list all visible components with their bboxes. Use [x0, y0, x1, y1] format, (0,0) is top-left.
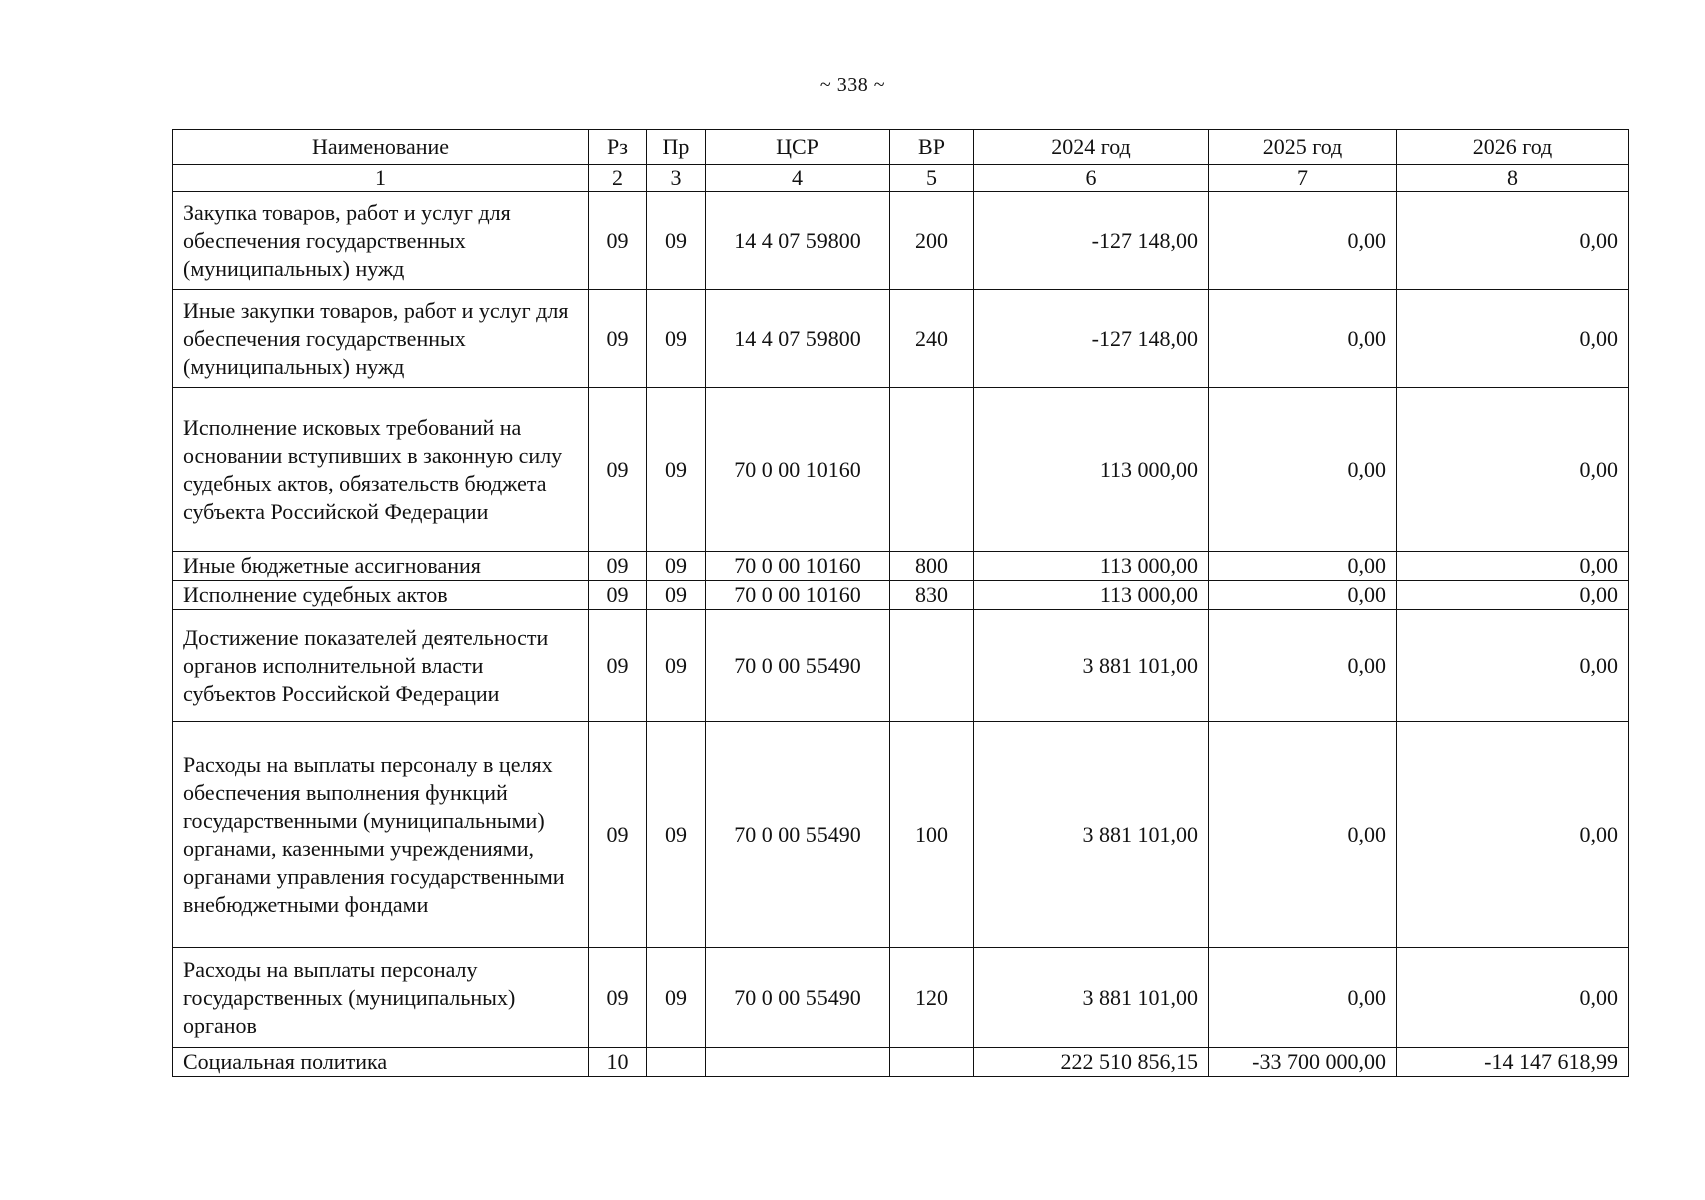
- column-header-csr: ЦСР: [706, 130, 890, 165]
- row-csr: 70 0 00 55490: [706, 610, 890, 722]
- column-number: 8: [1397, 165, 1629, 192]
- row-csr: 70 0 00 55490: [706, 948, 890, 1048]
- table-row: [173, 388, 1629, 552]
- column-header-2026: 2026 год: [1397, 130, 1629, 165]
- row-2024: 113 000,00: [974, 388, 1209, 552]
- row-2024: -127 148,00: [974, 192, 1209, 290]
- row-name: Достижение показателей деятельности органов исполнительной власти субъектов Российской Федерации: [173, 610, 589, 722]
- row-vr: 120: [890, 948, 974, 1048]
- row-pr: 09: [647, 581, 706, 610]
- row-rz: 09: [589, 610, 647, 722]
- budget-table: [172, 129, 1629, 1077]
- row-2024: 113 000,00: [974, 581, 1209, 610]
- row-2026: 0,00: [1397, 722, 1629, 948]
- table-row: [173, 722, 1629, 948]
- row-2026: 0,00: [1397, 290, 1629, 388]
- row-2025: 0,00: [1209, 388, 1397, 552]
- row-vr: 800: [890, 552, 974, 581]
- row-2026: 0,00: [1397, 192, 1629, 290]
- row-pr: 09: [647, 290, 706, 388]
- table-row: [173, 610, 1629, 722]
- row-2024: 222 510 856,15: [974, 1048, 1209, 1077]
- column-number: 2: [589, 165, 647, 192]
- row-vr: 830: [890, 581, 974, 610]
- row-csr: 70 0 00 10160: [706, 581, 890, 610]
- column-header-name: Наименование: [173, 130, 589, 165]
- column-number: 5: [890, 165, 974, 192]
- row-2025: 0,00: [1209, 948, 1397, 1048]
- row-csr: 70 0 00 10160: [706, 388, 890, 552]
- row-csr: 14 4 07 59800: [706, 290, 890, 388]
- row-name: Закупка товаров, работ и услуг для обеспечения государственных (муниципальных) нужд: [173, 192, 589, 290]
- row-2024: -127 148,00: [974, 290, 1209, 388]
- row-rz: 09: [589, 948, 647, 1048]
- column-header-pr: Пр: [647, 130, 706, 165]
- row-2024: 3 881 101,00: [974, 722, 1209, 948]
- row-2026: 0,00: [1397, 552, 1629, 581]
- table-row: [173, 192, 1629, 290]
- row-rz: 09: [589, 290, 647, 388]
- row-2026: -14 147 618,99: [1397, 1048, 1629, 1077]
- table-row: [173, 290, 1629, 388]
- row-name: Расходы на выплаты персоналу в целях обеспечения выполнения функций государственными (муниципальными) органами, казенными учреждениями, органами управления государственными внебюджетными фондами: [173, 722, 589, 948]
- row-pr: 09: [647, 552, 706, 581]
- table-row: [173, 1048, 1629, 1077]
- row-csr: 14 4 07 59800: [706, 192, 890, 290]
- row-pr: 09: [647, 722, 706, 948]
- row-2026: 0,00: [1397, 610, 1629, 722]
- table-row: [173, 581, 1629, 610]
- row-vr: 200: [890, 192, 974, 290]
- row-2025: 0,00: [1209, 290, 1397, 388]
- row-rz: 10: [589, 1048, 647, 1077]
- row-rz: 09: [589, 581, 647, 610]
- column-number: 6: [974, 165, 1209, 192]
- row-2024: 113 000,00: [974, 552, 1209, 581]
- row-2025: 0,00: [1209, 552, 1397, 581]
- table-header-row: [173, 130, 1629, 165]
- row-2025: 0,00: [1209, 192, 1397, 290]
- row-rz: 09: [589, 192, 647, 290]
- row-name: Расходы на выплаты персоналу государственных (муниципальных) органов: [173, 948, 589, 1048]
- row-rz: 09: [589, 388, 647, 552]
- row-pr: 09: [647, 610, 706, 722]
- column-number: 1: [173, 165, 589, 192]
- column-numbers-row: [173, 165, 1629, 192]
- row-pr: [647, 1048, 706, 1077]
- column-header-rz: Рз: [589, 130, 647, 165]
- row-name: Исполнение судебных актов: [173, 581, 589, 610]
- table-row: [173, 948, 1629, 1048]
- column-header-2024: 2024 год: [974, 130, 1209, 165]
- row-vr: [890, 610, 974, 722]
- row-2025: 0,00: [1209, 722, 1397, 948]
- row-2026: 0,00: [1397, 388, 1629, 552]
- row-name: Социальная политика: [173, 1048, 589, 1077]
- row-2024: 3 881 101,00: [974, 948, 1209, 1048]
- row-rz: 09: [589, 552, 647, 581]
- row-2025: 0,00: [1209, 610, 1397, 722]
- row-csr: [706, 1048, 890, 1077]
- row-pr: 09: [647, 388, 706, 552]
- row-2026: 0,00: [1397, 948, 1629, 1048]
- row-pr: 09: [647, 948, 706, 1048]
- row-vr: [890, 1048, 974, 1077]
- row-pr: 09: [647, 192, 706, 290]
- row-2026: 0,00: [1397, 581, 1629, 610]
- row-name: Иные закупки товаров, работ и услуг для обеспечения государственных (муниципальных) нужд: [173, 290, 589, 388]
- row-csr: 70 0 00 10160: [706, 552, 890, 581]
- row-2025: 0,00: [1209, 581, 1397, 610]
- column-number: 7: [1209, 165, 1397, 192]
- table-row: [173, 552, 1629, 581]
- column-number: 3: [647, 165, 706, 192]
- row-name: Иные бюджетные ассигнования: [173, 552, 589, 581]
- row-2025: -33 700 000,00: [1209, 1048, 1397, 1077]
- row-vr: [890, 388, 974, 552]
- row-name: Исполнение исковых требований на основании вступивших в законную силу судебных актов, обязательств бюджета субъекта Российской Федерации: [173, 388, 589, 552]
- row-csr: 70 0 00 55490: [706, 722, 890, 948]
- page-number: ~ 338 ~: [819, 74, 886, 96]
- column-header-vr: ВР: [890, 130, 974, 165]
- column-number: 4: [706, 165, 890, 192]
- row-rz: 09: [589, 722, 647, 948]
- row-2024: 3 881 101,00: [974, 610, 1209, 722]
- row-vr: 100: [890, 722, 974, 948]
- row-vr: 240: [890, 290, 974, 388]
- column-header-2025: 2025 год: [1209, 130, 1397, 165]
